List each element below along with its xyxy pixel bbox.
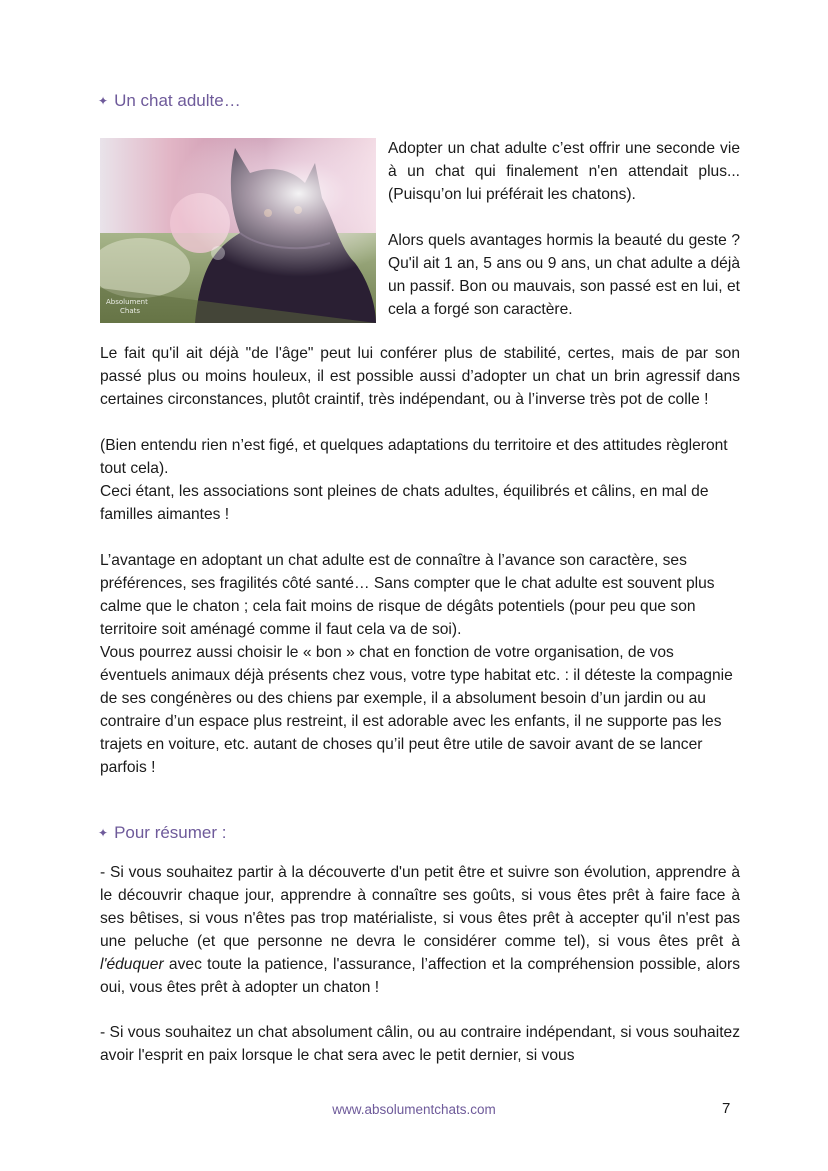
paragraph-adult-summary: - Si vous souhaitez un chat absolument câlin, ou au contraire indépendant, si vous souhaitez avoir l'esprit en paix lorsque le chat sera avec le petit dernier, si vous	[100, 1024, 740, 1064]
footer-website-url: www.absolumentchats.com	[332, 1102, 496, 1117]
paragraph-adaptations: (Bien entendu rien n’est figé, et quelques adaptations du territoire et des attitudes règleront tout cela).	[100, 437, 728, 477]
paragraph-choose-right-cat: Vous pourrez aussi choisir le « bon » chat en fonction de votre organisation, de vos éventuels animaux déjà présents chez vous, votre type habitat etc. : il déteste la compagnie de ses congénères ou des chiens par exemple, il a absolument besoin d’un jardin ou au contraire d’un espace plus restreint, il est adorable avec les enfants, il ne supporte pas les trajets en voiture, etc. autant de choses qu’il peut être utile de savoir avant de se lancer parfois !	[100, 644, 733, 776]
intro-text-column	[388, 137, 740, 321]
paragraph-associations: Ceci étant, les associations sont pleines de chats adultes, équilibrés et câlins, en mal de familles aimantes !	[100, 483, 709, 523]
heading-text: Un chat adulte…	[114, 91, 241, 110]
intro-paragraph-1: Adopter un chat adulte c’est offrir une seconde vie à un chat qui finalement n'en attendait plus... (Puisqu’on lui préférait les chatons).	[388, 140, 740, 203]
four-pointed-star-icon: ✦	[98, 94, 109, 108]
four-pointed-star-icon: ✦	[98, 826, 109, 840]
cat-photo	[100, 138, 376, 323]
section-heading-adult-cat	[98, 90, 241, 113]
intro-paragraph-2: Alors quels avantages hormis la beauté du geste ? Qu'il ait 1 an, 5 ans ou 9 ans, un chat adulte a déjà un passif. Bon ou mauvais, son passé est en lui, et cela a forgé son caractère.	[388, 232, 740, 318]
emphasis-educate: l'éduquer	[100, 956, 164, 973]
paragraph-age-stability: Le fait qu'il ait déjà "de l'âge" peut lui conférer plus de stabilité, certes, mais de par son passé plus ou moins houleux, il est possible aussi d’adopter un chat un brin agressif dans certaines circonstances, plutôt craintif, très indépendant, ou à l’inverse très pot de colle !	[100, 345, 740, 408]
section-heading-summary	[98, 822, 227, 845]
heading-text: Pour résumer :	[114, 823, 227, 842]
photo-watermark-line1: Absolument	[106, 298, 148, 306]
photo-watermark-line2: Chats	[120, 307, 141, 315]
paragraph-advantages: L’avantage en adoptant un chat adulte est de connaître à l’avance son caractère, ses préférences, ses fragilités côté santé… Sans compter que le chat adulte est souvent plus calme que le chaton ; cela fait moins de risque de dégâts potentiels (pour peu que son territoire soit aménagé comme il faut cela va de soi).	[100, 552, 715, 638]
page-number: 7	[722, 1100, 731, 1117]
paragraph-kitten-summary: - Si vous souhaitez partir à la découverte d'un petit être et suivre son évolution, apprendre à le découvrir chaque jour, apprendre à connaître ses goûts, si vous êtes prêt à faire face à ses bêtises, si vous n'êtes pas trop matérialiste, si vous êtes prêt à accepter qu'il n'est pas une peluche (et que personne ne devra le considérer comme tel), si vous êtes prêt à l'éduquer avec toute la patience, l'assurance, l’affection et la compréhension possible, alors oui, vous êtes prêt à adopter un chaton !	[100, 864, 740, 996]
